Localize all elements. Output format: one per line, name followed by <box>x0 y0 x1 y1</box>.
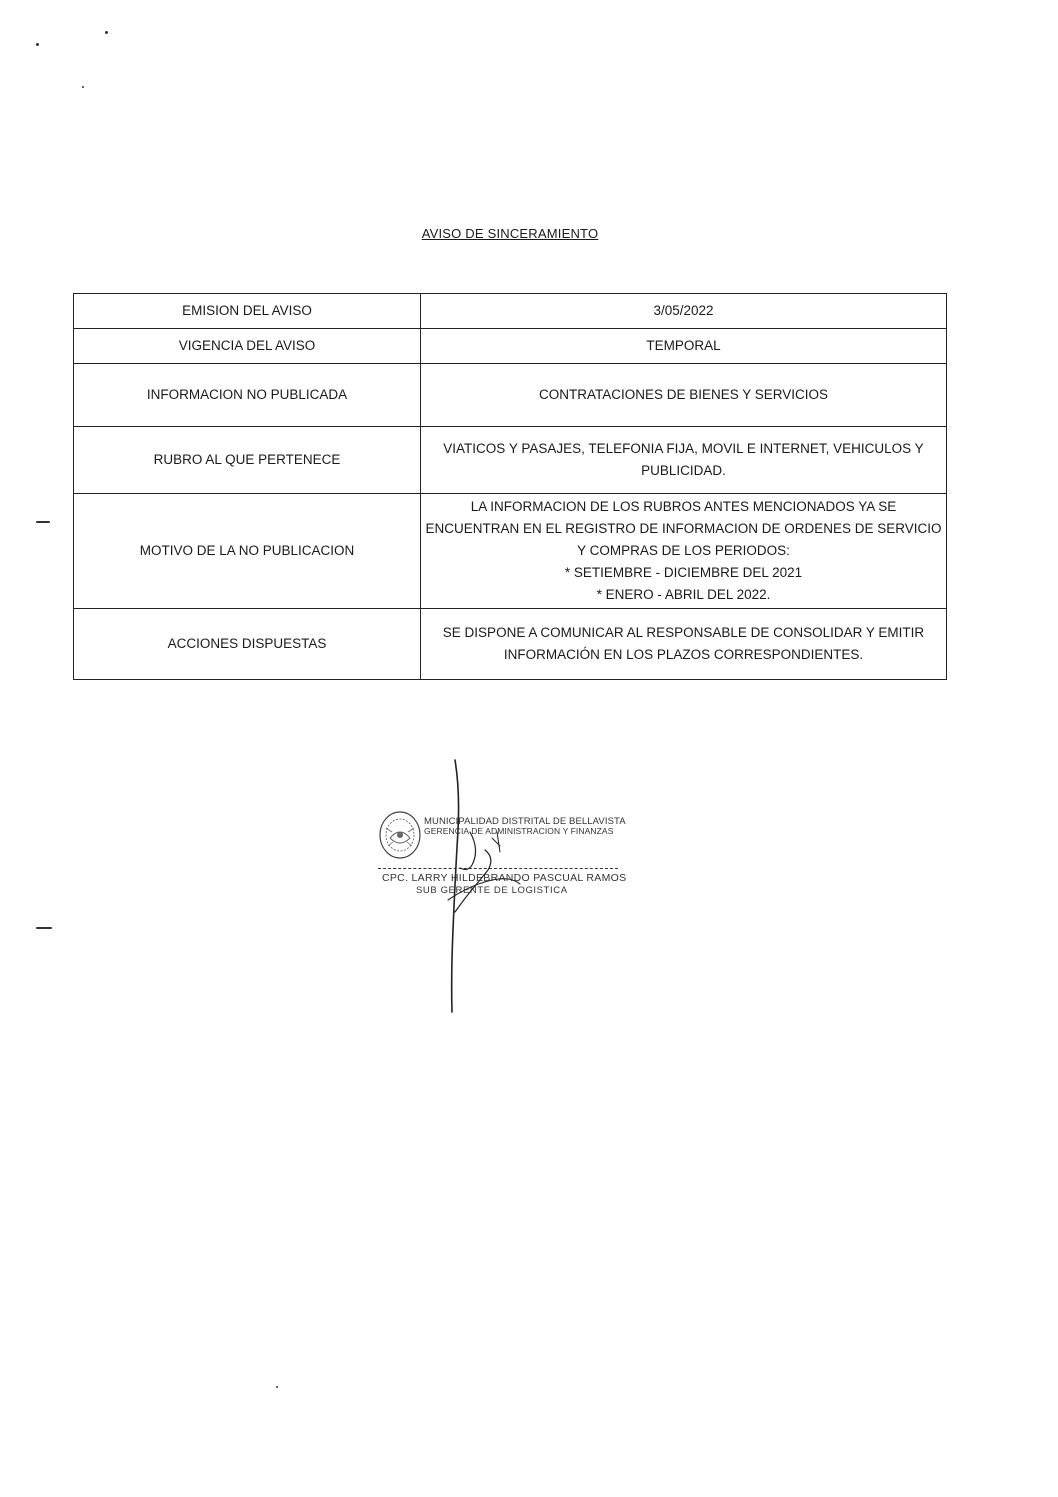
row-value-informacion <box>421 364 947 427</box>
row-label-motivo: MOTIVO DE LA NO PUBLICACION <box>74 494 421 609</box>
table-row <box>74 329 947 364</box>
scan-speck <box>105 31 108 34</box>
table-row <box>74 427 947 494</box>
scan-speck <box>36 43 39 46</box>
row-value-motivo <box>421 494 947 609</box>
table-row <box>74 294 947 329</box>
row-value-acciones <box>421 609 947 680</box>
table-row <box>74 364 947 427</box>
stamp-department: GERENCIA DE ADMINISTRACION Y FINANZAS <box>424 826 614 836</box>
value-line: * SETIEMBRE - DICIEMBRE DEL 2021 <box>564 565 803 580</box>
value-line: VIATICOS Y PASAJES, TELEFONIA FIJA, MOVIL E INTERNET, VEHICULOS Y <box>443 441 924 456</box>
value-line: INFORMACIÓN EN LOS PLAZOS CORRESPONDIENTES. <box>503 647 864 662</box>
aviso-table <box>73 293 947 680</box>
scan-speck <box>276 1386 278 1388</box>
stamp-signature-line <box>378 868 618 869</box>
value-line: ENCUENTRAN EN EL REGISTRO DE INFORMACION DE ORDENES DE SERVICIO <box>425 521 942 536</box>
value-line: CONTRATACIONES DE BIENES Y SERVICIOS <box>538 387 829 402</box>
stamp-role: SUB GERENTE DE LOGISTICA <box>416 885 568 896</box>
value-line: Y COMPRAS DE LOS PERIODOS: <box>577 543 790 558</box>
row-value-rubro <box>421 427 947 494</box>
value-line: * ENERO - ABRIL DEL 2022. <box>596 587 771 602</box>
row-label-vigencia: VIGENCIA DEL AVISO <box>74 329 421 364</box>
scan-speck <box>82 86 84 88</box>
scan-mark <box>36 927 52 929</box>
document-title: AVISO DE SINCERAMIENTO <box>421 226 599 241</box>
table-row <box>74 609 947 680</box>
stamp-institution: MUNICIPALIDAD DISTRITAL DE BELLAVISTA <box>424 816 626 827</box>
row-value-vigencia <box>421 329 947 364</box>
value-line: SE DISPONE A COMUNICAR AL RESPONSABLE DE CONSOLIDAR Y EMITIR <box>442 625 925 640</box>
row-label-rubro: RUBRO AL QUE PERTENECE <box>74 427 421 494</box>
municipal-seal-icon <box>378 808 424 860</box>
row-label-emision: EMISION DEL AVISO <box>74 294 421 329</box>
scan-mark <box>36 521 50 523</box>
row-value-emision <box>421 294 947 329</box>
value-line: PUBLICIDAD. <box>641 463 726 478</box>
row-label-informacion: INFORMACION NO PUBLICADA <box>74 364 421 427</box>
value-line: 3/05/2022 <box>653 303 714 318</box>
row-label-acciones: ACCIONES DISPUESTAS <box>74 609 421 680</box>
value-line: TEMPORAL <box>646 338 721 353</box>
stamp-name: CPC. LARRY HILDEBRANDO PASCUAL RAMOS <box>382 872 627 884</box>
table-row <box>74 494 947 609</box>
official-stamp <box>378 806 628 906</box>
value-line: LA INFORMACION DE LOS RUBROS ANTES MENCIONADOS YA SE <box>470 499 897 514</box>
